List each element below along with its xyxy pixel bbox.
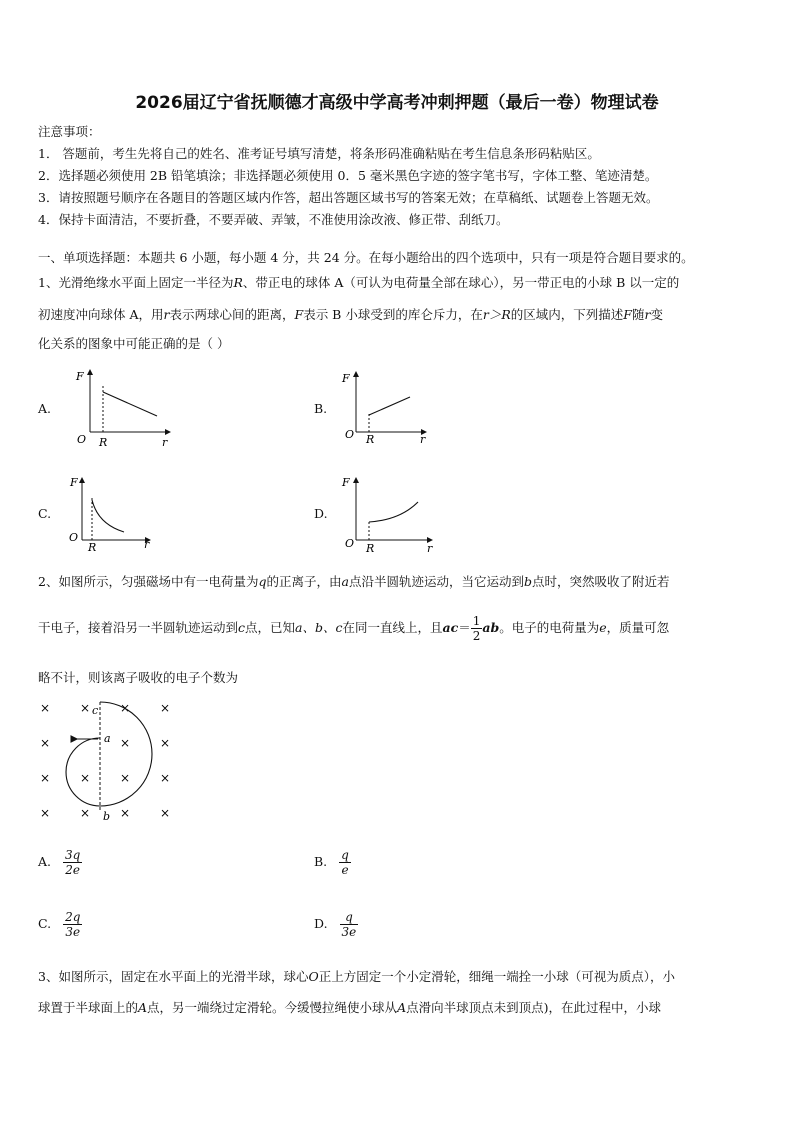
- force-curve: [369, 502, 418, 522]
- field-cross: ×: [80, 771, 91, 785]
- notice-item-1: 1． 答题前，考生先将自己的姓名、准考证号填写清楚，将条形码准确粘贴在考生信息条形码粘贴区。: [38, 146, 600, 161]
- notice-item-3: 3．请按照题号顺序在各题目的答题区域内作答，超出答题区域书写的答案无效；在草稿纸、试题卷上答题无效。: [38, 190, 659, 205]
- force-curve: [369, 397, 410, 415]
- trajectory-large: [100, 702, 152, 806]
- point-b-label: b: [103, 810, 111, 823]
- q1-graph-b: [336, 366, 446, 450]
- axis-r-label: r: [427, 542, 433, 555]
- q2-line-3: 略不计，则该离子吸收的电子个数为: [38, 670, 239, 685]
- axis-r-label: r: [144, 538, 150, 551]
- fraction-one-half: $\frac{1}{2}$: [472, 614, 481, 643]
- axis-r-label: r: [420, 433, 426, 446]
- origin-label: O: [77, 433, 87, 446]
- q1-line-2: 初速度冲向球体 A，用r表示两球心间的距离，F表示 B 小球受到的库仑斥力，在r＞R的区域内，下列描述F随r变: [38, 307, 663, 322]
- point-c-label: c: [92, 704, 99, 717]
- q1-option-d-label: D.: [314, 506, 328, 521]
- page-title: 2026届辽宁省抚顺德才高级中学高考冲刺押题（最后一卷）物理试卷: [135, 93, 659, 113]
- origin-label: O: [345, 537, 355, 550]
- axis-r-label: r: [162, 436, 168, 449]
- q1-option-c-label: C.: [38, 506, 52, 521]
- q2-option-a: A. $\frac{3q}{2e}$: [38, 848, 81, 877]
- field-cross: ×: [160, 736, 171, 750]
- q1-graph-a: [66, 366, 176, 450]
- field-cross: ×: [120, 771, 131, 785]
- field-cross: ×: [120, 701, 131, 715]
- axis-f-label: F: [70, 476, 78, 489]
- axis-f-label: F: [342, 476, 350, 489]
- field-cross: ×: [40, 806, 51, 820]
- notice-item-2: 2．选择题必须使用 2B 铅笔填涂；非选择题必须使用 0．5 毫米黑色字迹的签字笔书写，字体工整、笔迹清楚。: [38, 168, 658, 183]
- q2-option-d: D. $\frac{q}{3e}$: [314, 910, 357, 939]
- force-curve: [92, 500, 124, 532]
- field-cross: ×: [80, 806, 91, 820]
- axis-f-label: F: [342, 372, 350, 385]
- point-a-label: a: [104, 732, 111, 745]
- field-cross: ×: [40, 736, 51, 750]
- tick-r-label: R: [99, 436, 108, 449]
- tick-r-label: R: [366, 433, 375, 446]
- origin-label: O: [69, 531, 79, 544]
- q1-option-b-label: B.: [314, 401, 328, 416]
- force-curve: [103, 392, 157, 416]
- section-heading: 一、单项选择题：本题共 6 小题，每小题 4 分，共 24 分。在每小题给出的四个选项中，只有一项是符合题目要求的。: [38, 250, 694, 265]
- axis-f-label: F: [76, 370, 84, 383]
- q2-option-b: B. $\frac{q}{e}$: [314, 848, 349, 877]
- field-cross: ×: [120, 806, 131, 820]
- q3-line-1: 3、如图所示，固定在水平面上的光滑半球，球心O正上方固定一个小定滑轮，细绳一端拴一小球（可视为质点），小: [38, 969, 675, 984]
- q1-line-1: 1、光滑绝缘水平面上固定一半径为R、带正电的球体 A（可认为电荷量全部在球心），另一带正电的小球 B 以一定的: [38, 275, 680, 290]
- tick-r-label: R: [366, 542, 375, 555]
- q2-option-c: C. $\frac{2q}{3e}$: [38, 910, 81, 939]
- field-cross: ×: [40, 701, 51, 715]
- field-cross: ×: [160, 771, 171, 785]
- q1-option-a-label: A.: [38, 401, 52, 416]
- q2-field-diagram: [36, 698, 186, 826]
- q1-line-3: 化关系的图象中可能正确的是（ ）: [38, 336, 230, 351]
- q3-line-2: 球置于半球面上的A点，另一端绕过定滑轮。今缓慢拉绳使小球从A点滑向半球顶点未到顶点)，在此过程中，小球: [38, 1000, 661, 1015]
- q1-graph-c: [66, 472, 166, 556]
- field-cross: ×: [80, 701, 91, 715]
- q2-line-2: 干电子，接着沿另一半圆轨迹运动到c点，已知a、b、c在同一直线上，且ac＝ $\frac{1}{2}$ ab。电子的电荷量为e，质量可忽: [38, 614, 670, 643]
- origin-label: O: [345, 428, 355, 441]
- field-cross: ×: [160, 701, 171, 715]
- field-cross: ×: [160, 806, 171, 820]
- tick-r-label: R: [88, 541, 97, 554]
- notice-item-4: 4．保持卡面清洁，不要折叠，不要弄破、弄皱，不准使用涂改液、修正带、刮纸刀。: [38, 212, 509, 227]
- q2-line-1: 2、如图所示，匀强磁场中有一电荷量为q的正离子，由a点沿半圆轨迹运动，当它运动到b点时，突然吸收了附近若: [38, 574, 670, 589]
- notice-heading: 注意事项：: [38, 124, 101, 139]
- field-cross: ×: [120, 736, 131, 750]
- q1-graph-d: [336, 472, 446, 556]
- field-cross: ×: [40, 771, 51, 785]
